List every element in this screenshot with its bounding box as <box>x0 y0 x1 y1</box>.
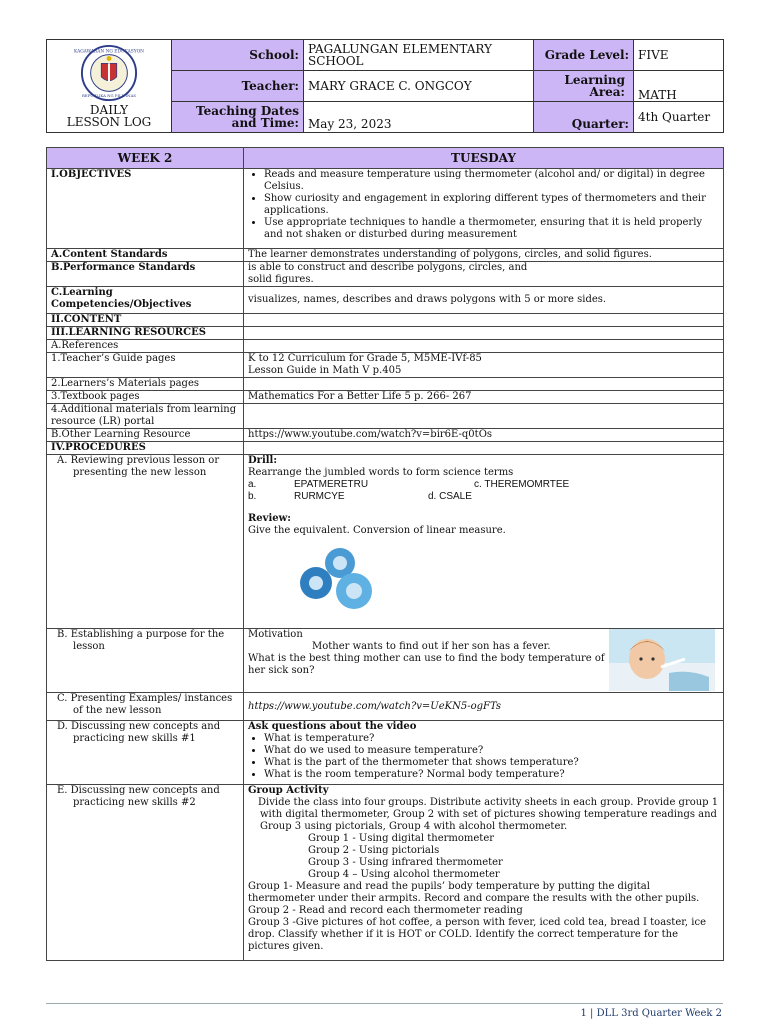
other-label: B.Other Learning Resource <box>47 429 244 442</box>
motivation-title: Motivation <box>248 629 303 640</box>
perf-std-text: is able to construct and describe polygons, circles, and solid figures. <box>248 262 528 285</box>
group-item: Group 1 - Using digital thermometer <box>308 833 495 844</box>
grade-label: Grade Level: <box>534 40 634 71</box>
competencies-label: C.Learning Competencies/Objectives <box>47 287 244 314</box>
objectives-cell <box>244 169 724 249</box>
content-std-value: The learner demonstrates understanding of polygons, circles, and solid figures. <box>244 249 724 262</box>
tg-line2: Lesson Guide in Math V p.405 <box>248 365 402 376</box>
perf-std-value <box>244 262 724 287</box>
area-label: Learning Area: <box>534 71 634 102</box>
tg-line1: K to 12 Curriculum for Grade 5, M5ME-IVf-85 <box>248 353 482 364</box>
ask-item: • What do we used to measure temperature? <box>264 745 719 757</box>
objective-item: • Reads and measure temperature using thermometer (alcohol and/ or digital) in degree Celsius. <box>264 169 719 193</box>
seal-text-top: KAGAWARAN NG EDUKASYON <box>74 49 144 55</box>
proc-d-cell <box>244 721 724 785</box>
proc-c-link[interactable]: https://www.youtube.com/watch?v=UeKN5-ogFTs <box>244 693 724 721</box>
drill-b: RURMCYE <box>294 491 345 502</box>
group-item: Group 3 - Using infrared thermometer <box>308 857 503 868</box>
proc-a-label: A. Reviewing previous lesson or presenting the new lesson <box>47 455 244 629</box>
drill-b-letter: b. <box>248 491 257 502</box>
objective-item: • Show curiosity and engagement in exploring different types of thermometers and their applications. <box>264 193 719 217</box>
empty-cell <box>244 327 724 340</box>
proc-b-cell <box>244 629 724 693</box>
motivation-question: What is the best thing mother can use to find the body temperature of her sick son? <box>248 653 605 676</box>
empty-cell <box>244 314 724 327</box>
additional-label: 4.Additional materials from learning resource (LR) portal <box>47 404 244 429</box>
footer-separator: | <box>590 1008 594 1019</box>
empty-cell <box>244 340 724 353</box>
drill-title: Drill: <box>248 455 278 466</box>
deped-seal-icon <box>74 44 144 102</box>
proc-c-label: C. Presenting Examples/ instances of the new lesson <box>47 693 244 721</box>
group-item: Group 2 - Using pictorials <box>308 845 440 856</box>
review-text: Give the equivalent. Conversion of linear measure. <box>248 525 506 536</box>
tg-value <box>244 353 724 378</box>
teacher-value: MARY GRACE C. ONGCOY <box>304 71 534 102</box>
group3-task: Group 3 -Give pictures of hot coffee, a person with fever, iced cold tea, bread I toaster, ice drop. Classify whether if it is HOT or COLD. Identify the correct temperature for the pictures given. <box>248 917 706 952</box>
drill-row-2 <box>248 491 719 503</box>
dates-label: Teaching Dates and Time: <box>172 102 304 133</box>
drill-a-letter: a. <box>248 479 257 490</box>
lm-label: 2.Learners’s Materials pages <box>47 378 244 391</box>
empty-cell <box>244 404 724 429</box>
week-header: WEEK 2 <box>47 148 244 169</box>
caption-lesson-log: LESSON LOG <box>66 115 152 129</box>
school-value: PAGALUNGAN ELEMENTARY SCHOOL <box>304 40 534 71</box>
grade-value: FIVE <box>634 40 724 71</box>
ask-item: • What is temperature? <box>264 733 719 745</box>
logo-cell <box>47 40 172 133</box>
teacher-label: Teacher: <box>172 71 304 102</box>
proc-d-label: D. Discussing new concepts and practicing new skills #1 <box>47 721 244 785</box>
footer-text: DLL 3rd Quarter Week 2 <box>596 1008 722 1019</box>
resources-label: III.LEARNING RESOURCES <box>47 327 244 340</box>
day-header: TUESDAY <box>244 148 724 169</box>
objective-item: • Use appropriate techniques to handle a thermometer, ensuring that it is held properly and not shaken or disturbed during measurement <box>264 217 719 241</box>
school-label: School: <box>172 40 304 71</box>
group2-task: Group 2 - Read and record each thermometer reading <box>248 905 523 916</box>
ask-title: Ask questions about the video <box>248 721 417 732</box>
perf-std-label: B.Performance Standards <box>47 262 244 287</box>
competencies-value: visualizes, names, describes and draws polygons with 5 or more sides. <box>244 287 724 314</box>
group-title: Group Activity <box>248 785 329 796</box>
group-intro <box>248 797 719 833</box>
tg-label: 1.Teacher’s Guide pages <box>47 353 244 378</box>
header-table <box>46 39 724 133</box>
quarter-label: Quarter: <box>534 102 634 133</box>
drill-row-1 <box>248 479 719 491</box>
proc-b-label: B. Establishing a purpose for the lesson <box>47 629 244 693</box>
proc-e-cell <box>244 785 724 961</box>
quarter-value: 4th Quarter <box>634 102 724 133</box>
lesson-table <box>46 147 724 961</box>
seal-text-bottom: REPUBLIKA NG PILIPINAS <box>82 93 136 99</box>
group1-task: Group 1- Measure and read the pupils’ body temperature by putting the digital thermometer under their armpits. Record and compare the results with the other pupils. <box>248 881 700 904</box>
group-item: Group 4 – Using alcohol thermometer <box>308 869 500 880</box>
group-intro-text: Divide the class into four groups. Distribute activity sheets in each group. Provide group 1 with digital thermometer, Group 2 with set of pictures showing temperature readings and Group 3 using pictorials, Group 4 with alcohol thermometer. <box>258 797 719 832</box>
drill-text: Rearrange the jumbled words to form science terms <box>248 467 514 478</box>
proc-a-cell <box>244 455 724 629</box>
dates-value: May 23, 2023 <box>304 102 534 133</box>
references-label: A.References <box>47 340 244 353</box>
drill-d: d. CSALE <box>428 491 472 502</box>
empty-cell <box>244 442 724 455</box>
footer-line <box>46 1003 723 1004</box>
content-std-label: A.Content Standards <box>47 249 244 262</box>
page-footer <box>580 1008 722 1019</box>
sick-boy-image-icon <box>609 629 715 691</box>
empty-cell <box>244 378 724 391</box>
textbook-value: Mathematics For a Better Life 5 p. 266- 267 <box>244 391 724 404</box>
area-value: MATH <box>634 71 724 102</box>
procedures-label: IV.PROCEDURES <box>47 442 244 455</box>
ask-item: • What is the room temperature? Normal body temperature? <box>264 769 719 781</box>
motivation-line: Mother wants to find out if her son has a fever. <box>312 641 551 652</box>
drill-c: c. THEREMOMRTEE <box>474 479 570 490</box>
proc-e-label: E. Discussing new concepts and practicing new skills #2 <box>47 785 244 961</box>
caption-daily: DAILY <box>89 103 129 117</box>
other-link[interactable]: https://www.youtube.com/watch?v=bir6E-q0tOs <box>244 429 724 442</box>
textbook-label: 3.Textbook pages <box>47 391 244 404</box>
drill-a: EPATMERETRU <box>294 479 369 490</box>
objectives-label: I.OBJECTIVES <box>47 169 244 249</box>
content-label: II.CONTENT <box>47 314 244 327</box>
review-title: Review: <box>248 513 291 524</box>
page-number: 1 <box>580 1008 587 1019</box>
ask-item: • What is the part of the thermometer that shows temperature? <box>264 757 719 769</box>
gears-image-icon <box>296 545 402 613</box>
